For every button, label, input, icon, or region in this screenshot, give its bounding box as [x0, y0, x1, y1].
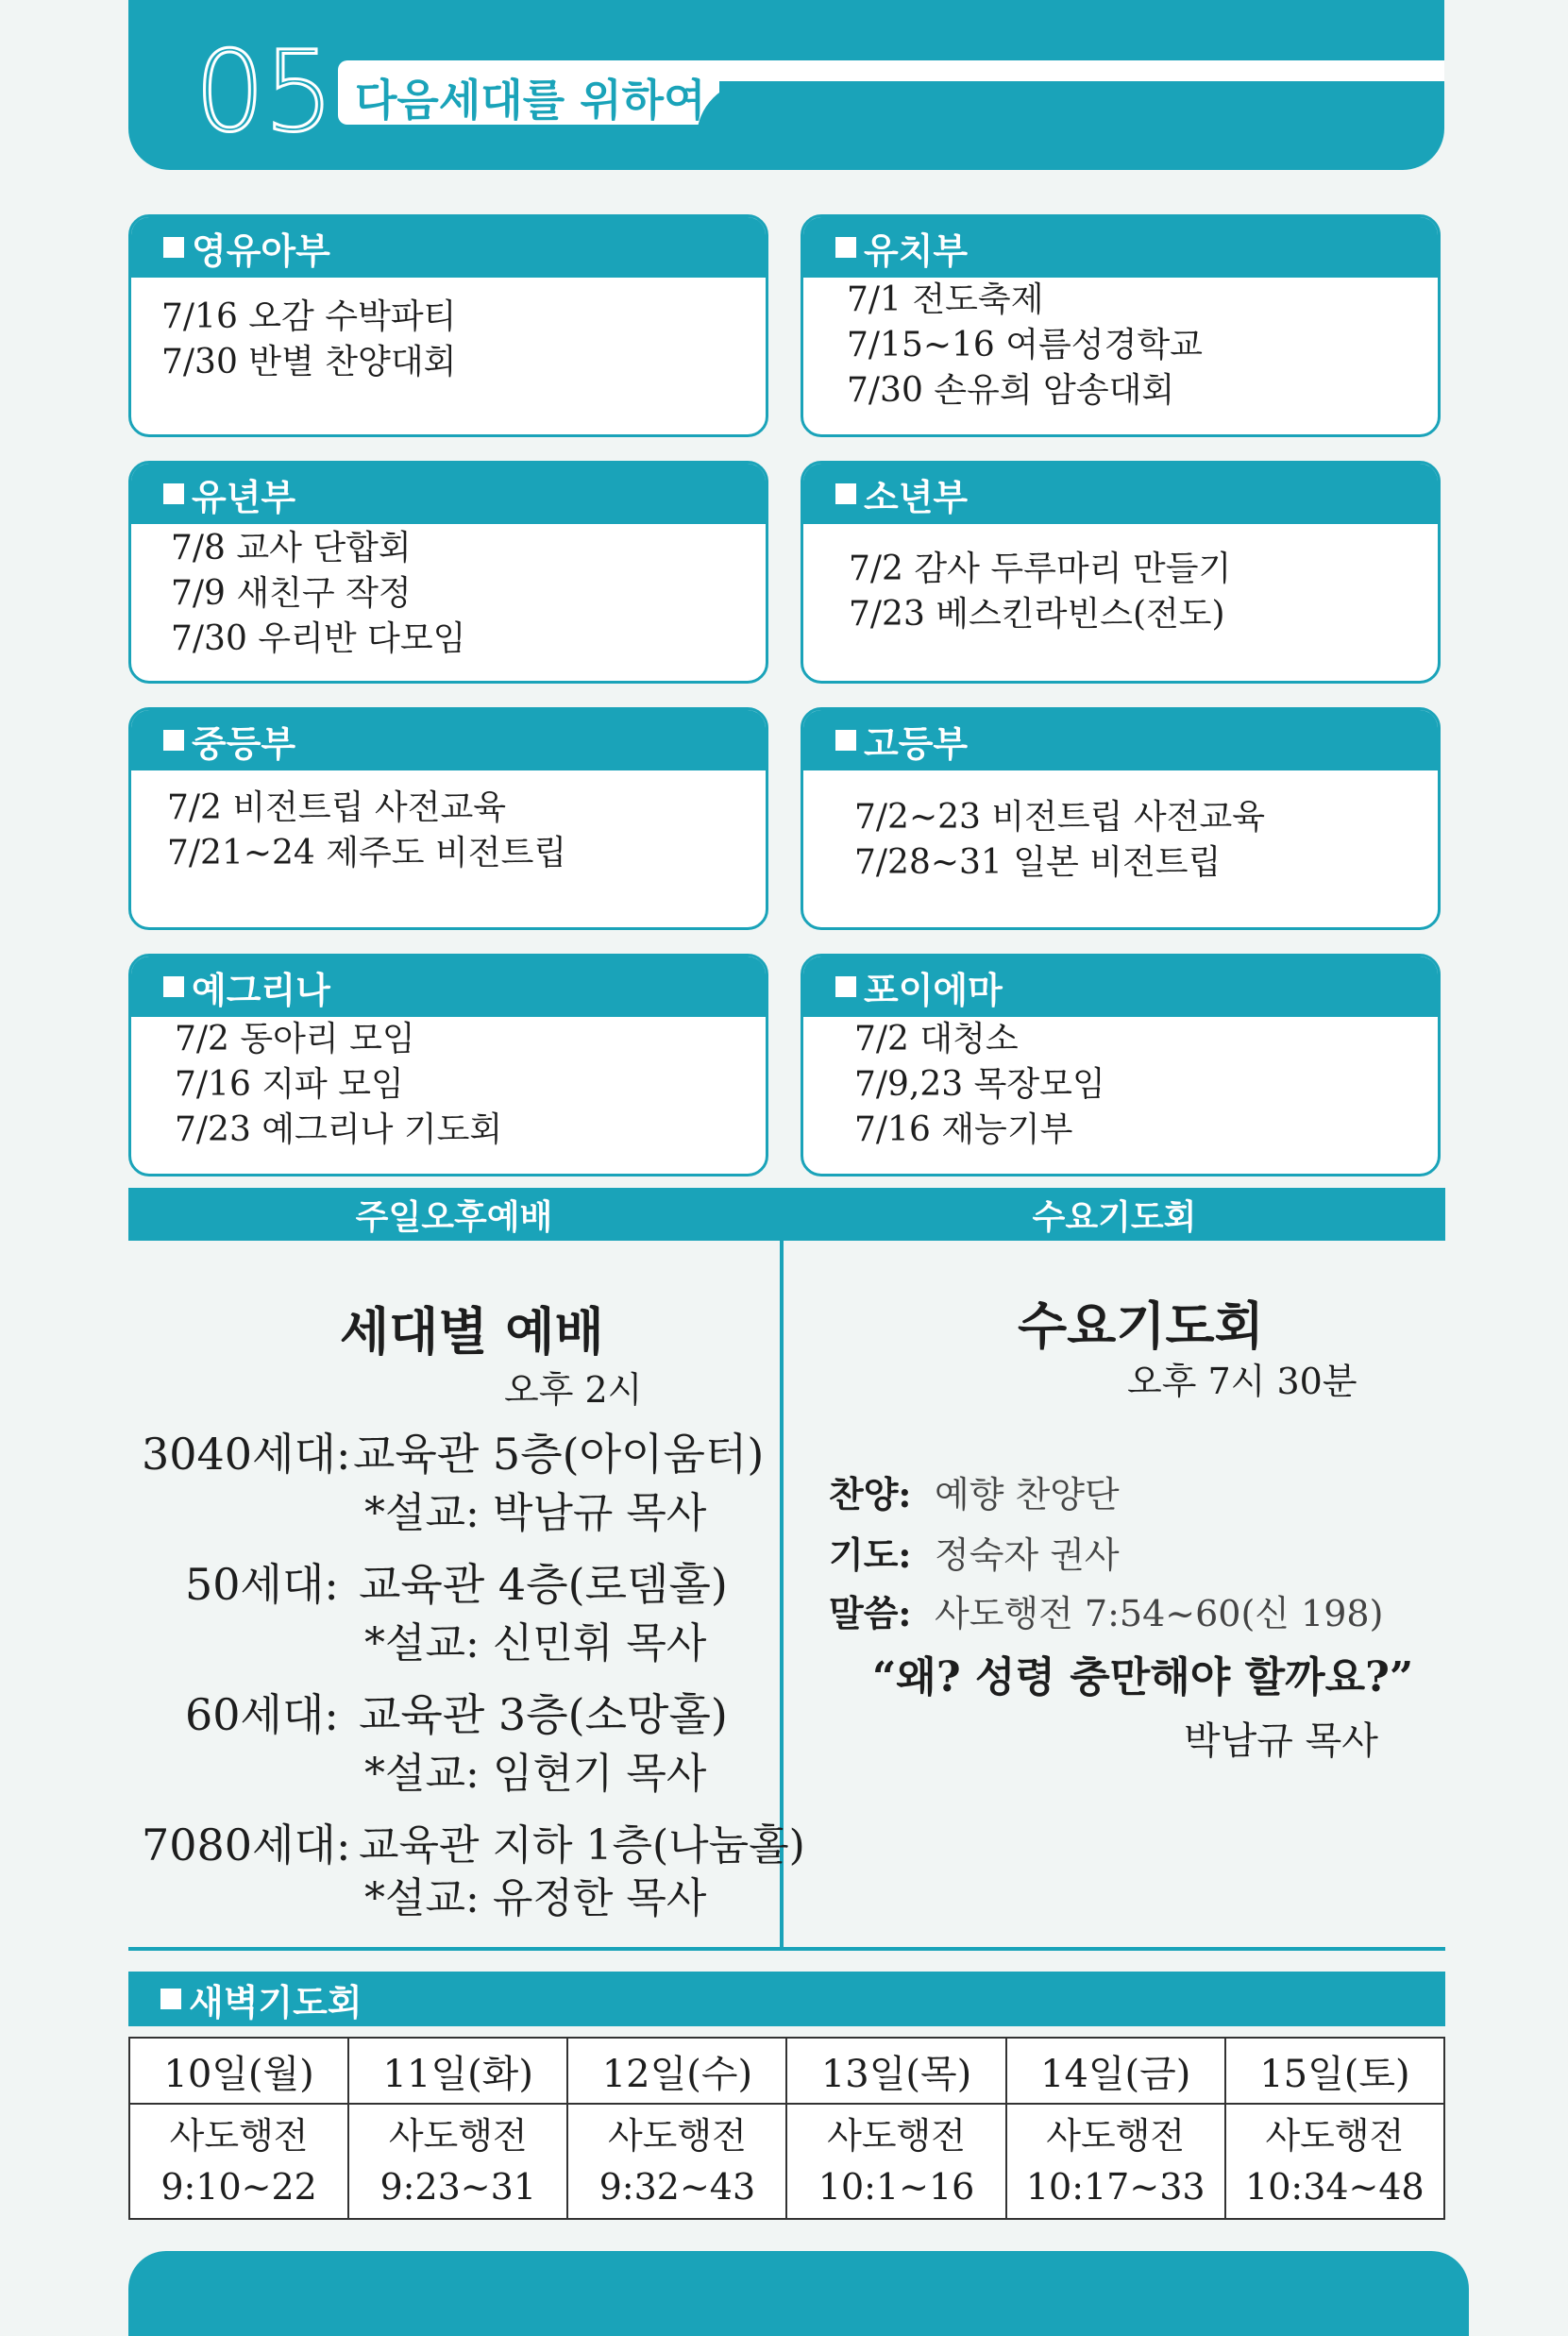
passage-cell: 사도행전 10:17~33 [1006, 2104, 1225, 2219]
dept-box-yegrina [128, 954, 768, 1176]
praise-value: 예향 찬양단 [935, 1474, 1120, 1515]
dept-item: 7/1 전도축제 [847, 280, 1044, 319]
square-bullet-icon [163, 730, 184, 751]
dept-item: 7/2 대청소 [854, 1020, 1019, 1058]
dept-box-high-school [801, 707, 1441, 930]
dept-item: 7/16 오감 수박파티 [161, 297, 457, 336]
square-bullet-icon [835, 237, 856, 258]
dawn-prayer-table [128, 2037, 1445, 2220]
dept-box-middle-school [128, 707, 768, 930]
day-cell: 15일(토) [1225, 2038, 1444, 2104]
passage-cell: 사도행전 9:32~43 [567, 2104, 786, 2219]
dept-box-kindergarten [801, 214, 1441, 437]
dawn-prayer-bar: 새벽기도회 [128, 1972, 1445, 2026]
table-row [129, 2038, 1444, 2104]
dept-item: 7/15~16 여름성경학교 [847, 326, 1203, 364]
day-cell: 12일(수) [567, 2038, 786, 2104]
generation-preacher: *설교: 유정한 목사 [364, 1874, 707, 1922]
dept-item: 7/30 우리반 다모임 [171, 619, 466, 658]
passage-cell: 사도행전 9:10~22 [129, 2104, 348, 2219]
dept-item: 7/23 베스킨라빈스(전도) [849, 595, 1225, 634]
dept-box-children [128, 461, 768, 684]
dept-item: 7/16 재능기부 [854, 1110, 1073, 1149]
sermon-title: “왜? 성령 충만해야 할까요?” [872, 1653, 1414, 1701]
title-tab [338, 60, 1444, 125]
dept-box-infant [128, 214, 768, 437]
generation-label: 3040세대: [142, 1429, 351, 1480]
table-row [129, 2104, 1444, 2219]
section-divider [128, 1947, 1445, 1951]
square-bullet-icon [163, 483, 184, 504]
sunday-title: 세대별 예배 [340, 1301, 604, 1362]
passage-cell: 사도행전 10:1~16 [786, 2104, 1005, 2219]
generation-label: 50세대: [185, 1559, 339, 1610]
dept-header: 유년부 [131, 464, 766, 524]
dept-item: 7/28~31 일본 비전트립 [854, 843, 1222, 882]
square-bullet-icon [163, 976, 184, 997]
dept-item: 7/16 지파 모임 [175, 1065, 404, 1104]
wednesday-service-bar: 수요기도회 [784, 1188, 1445, 1241]
dept-header: 영유아부 [131, 217, 766, 278]
dept-item: 7/9 새친구 작정 [171, 574, 412, 613]
dept-header: 소년부 [803, 464, 1438, 524]
dept-item: 7/2 비전트립 사전교육 [167, 788, 507, 827]
generation-place: 교육관 지하 1층(나눔홀) [359, 1821, 805, 1870]
square-bullet-icon [835, 483, 856, 504]
section-header [128, 0, 1444, 170]
sermon-preacher: 박남규 목사 [1184, 1719, 1378, 1763]
dept-item: 7/8 교사 단합회 [171, 529, 412, 567]
praise-label: 찬양: [829, 1473, 912, 1515]
dept-item: 7/21~24 제주도 비전트립 [167, 834, 567, 872]
day-cell: 14일(금) [1006, 2038, 1225, 2104]
dept-header: 예그리나 [131, 956, 766, 1017]
square-bullet-icon [160, 1989, 181, 2009]
dept-item: 7/30 손유희 암송대회 [847, 371, 1175, 410]
prayer-value: 정숙자 권사 [935, 1534, 1120, 1576]
square-bullet-icon [163, 237, 184, 258]
section-title: 다음세대를 위하여 [355, 75, 706, 126]
dept-item: 7/2 동아리 모임 [175, 1020, 415, 1058]
generation-preacher: *설교: 박남규 목사 [364, 1489, 707, 1537]
sunday-time: 오후 2시 [504, 1369, 643, 1411]
generation-label: 7080세대: [142, 1820, 351, 1870]
generation-place: 교육관 3층(소망홀) [359, 1689, 728, 1740]
section-number: 05 [194, 26, 333, 157]
generation-place: 교육관 4층(로뎀홀) [359, 1559, 728, 1610]
generation-place: 교육관 5층(아이움터) [353, 1429, 765, 1480]
word-value: 사도행전 7:54~60(신 198) [935, 1593, 1384, 1634]
square-bullet-icon [835, 976, 856, 997]
passage-cell: 사도행전 10:34~48 [1225, 2104, 1444, 2219]
day-cell: 10일(월) [129, 2038, 348, 2104]
dept-item: 7/2 감사 두루마리 만들기 [849, 550, 1232, 588]
wednesday-title: 수요기도회 [1018, 1295, 1264, 1356]
dept-box-youth [801, 461, 1441, 684]
dept-header: 중등부 [131, 710, 766, 770]
dept-item: 7/9,23 목장모임 [854, 1065, 1105, 1104]
dept-header: 유치부 [803, 217, 1438, 278]
sunday-service-bar: 주일오후예배 [128, 1188, 780, 1241]
wednesday-time: 오후 7시 30분 [1127, 1361, 1357, 1402]
dept-header: 포이에마 [803, 956, 1438, 1017]
square-bullet-icon [835, 730, 856, 751]
generation-preacher: *설교: 임현기 목사 [364, 1750, 707, 1798]
dept-item: 7/23 예그리나 기도회 [175, 1110, 503, 1149]
dept-box-poiema [801, 954, 1441, 1176]
word-label: 말씀: [829, 1592, 912, 1634]
day-cell: 11일(화) [348, 2038, 567, 2104]
footer-band [128, 2251, 1469, 2336]
dept-item: 7/2~23 비전트립 사전교육 [854, 798, 1266, 837]
generation-preacher: *설교: 신민휘 목사 [364, 1619, 707, 1667]
prayer-label: 기도: [829, 1533, 912, 1576]
passage-cell: 사도행전 9:23~31 [348, 2104, 567, 2219]
generation-label: 60세대: [185, 1689, 339, 1740]
day-cell: 13일(목) [786, 2038, 1005, 2104]
dept-item: 7/30 반별 찬양대회 [161, 343, 457, 381]
dept-header: 고등부 [803, 710, 1438, 770]
